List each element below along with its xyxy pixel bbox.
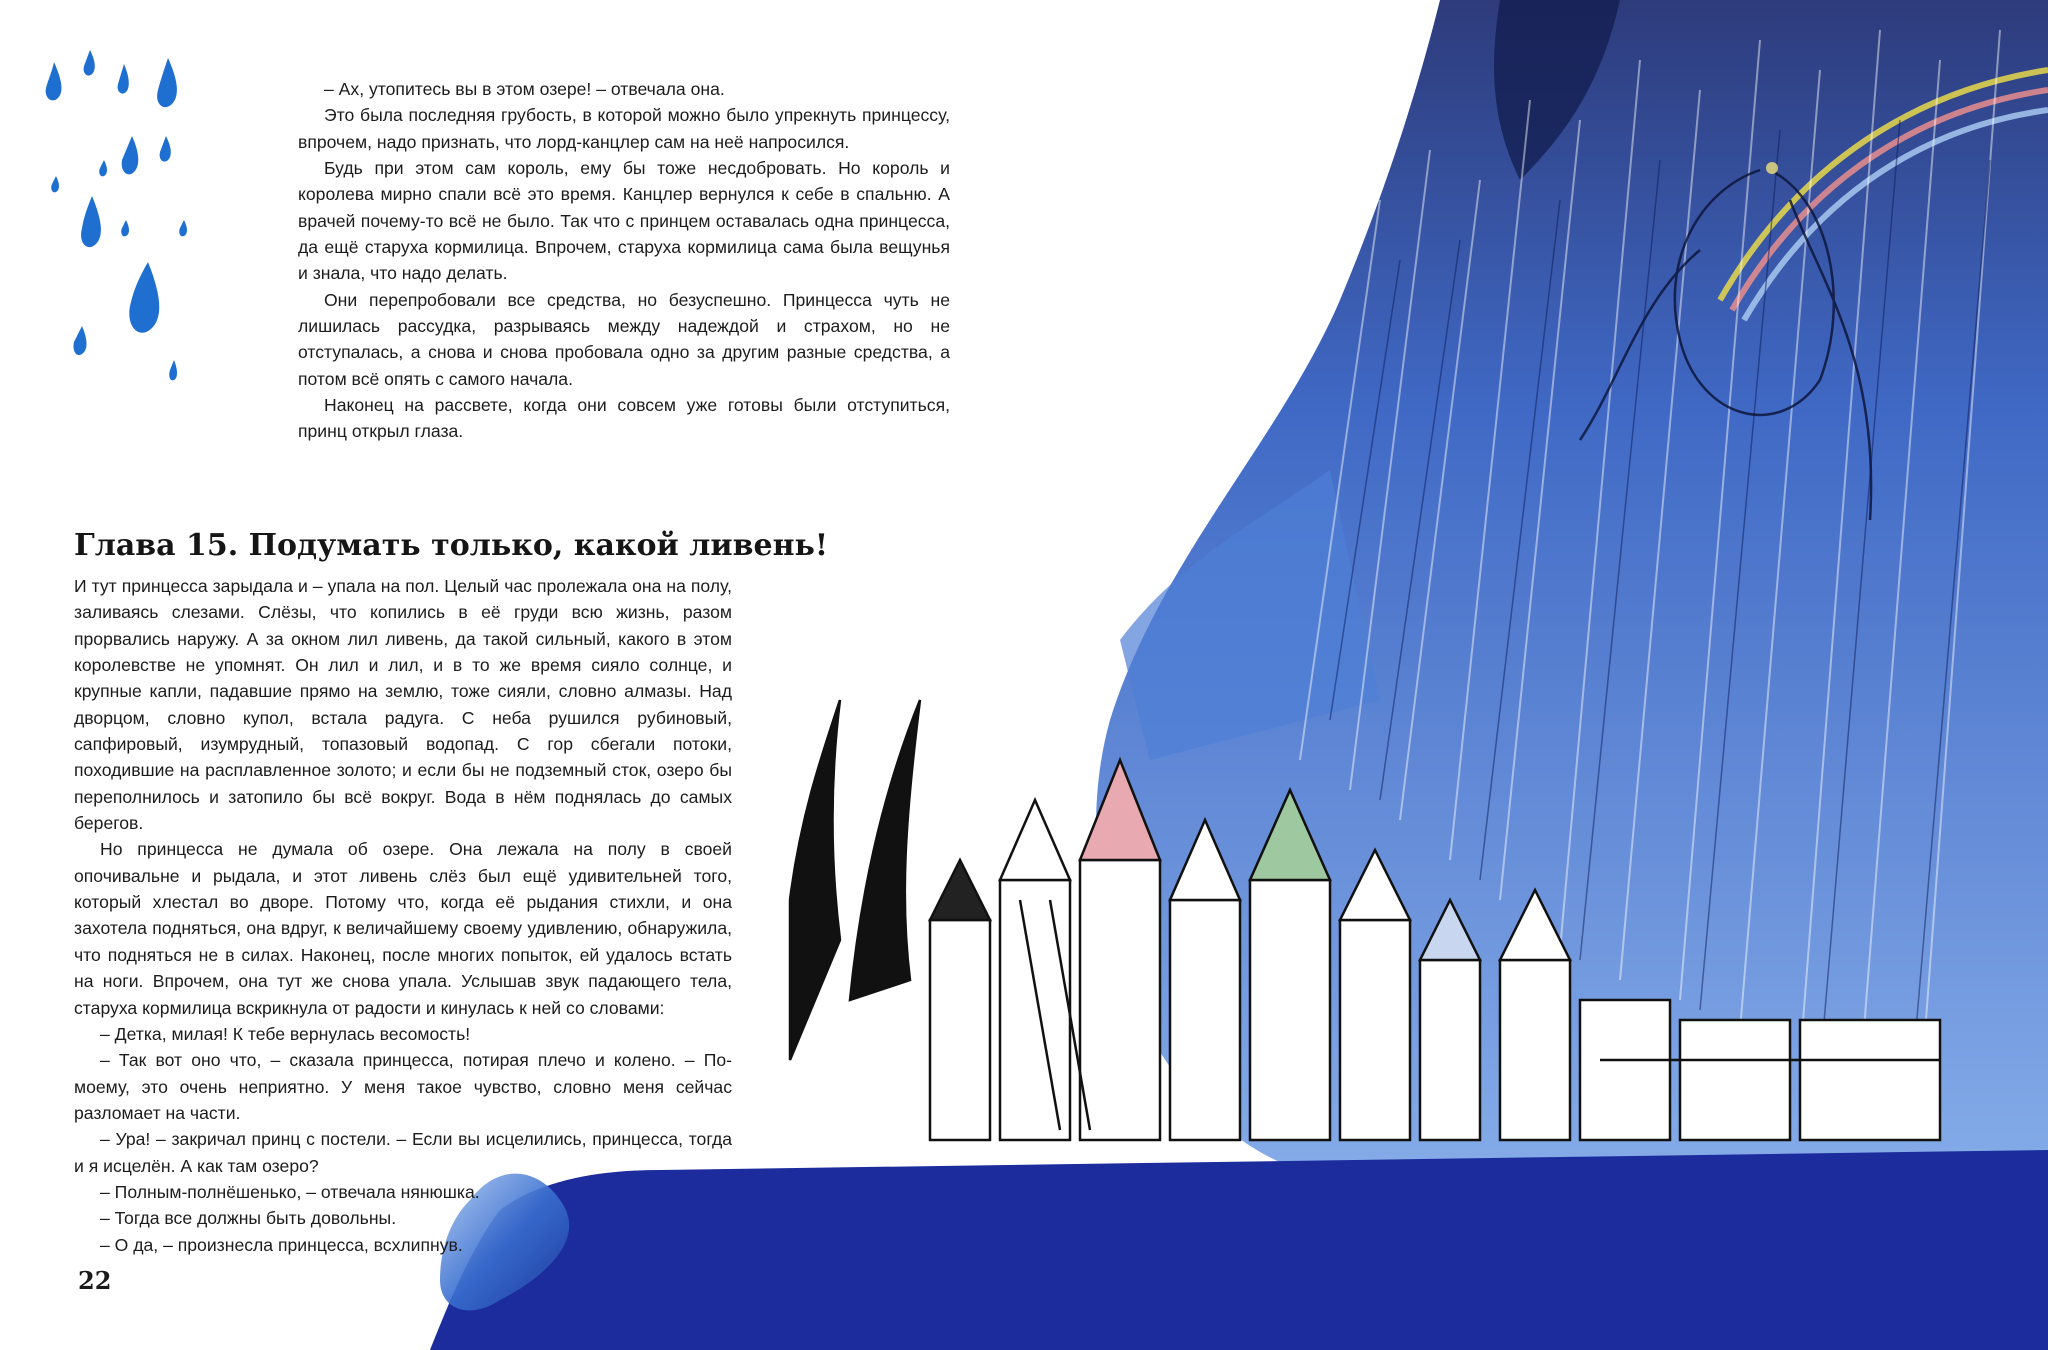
paragraph: Они перепробовали все средства, но безуспешно. Принцесса чуть не лишилась рассудка, разрываясь между надеждой и страхом, но не отступалась, а снова и снова пробовала одно за другим разные средства, а потом всё опять с самого начала. [298, 289, 950, 389]
paragraph: Будь при этом сам король, ему бы тоже несдобровать. Но король и королева мирно спали всё это время. Канцлер вернулся к себе в спальню. А врачей почему-то всё не было. Так что с принцем оставалась одна принцесса, да ещё старуха кормилица. Впрочем, старуха кормилица сама была вещунья и знала, что надо делать. [298, 158, 950, 284]
paragraph: Это была последняя грубость, в которой можно было упрекнуть принцессу, впрочем, надо признать, что лорд-канцлер сам на неё напросился. [298, 105, 950, 152]
dialogue-line: – Детка, милая! К тебе вернулась весомость! [100, 1023, 471, 1044]
dialogue-line: – Полным-полнёшенько, – отвечала нянюшка. [100, 1181, 480, 1202]
raindrops [46, 50, 187, 380]
paragraph: И тут принцесса зарыдала и – упала на пол. Целый час пролежала она на полу, заливаясь слезами. Слёзы, что копились в её груди всю жизнь, разом прорвались наружу. А за окном лил ливень, да такой сильный, какого в этом королевстве не упомнят. Он лил и лил, и в то же время сияло солнце, и крупные капли, падавшие прямо на землю, тоже сияли, словно алмазы. Над дворцом, словно купол, встала радуга. С неба рушился рубиновый, сапфировый, изумрудный, топазовый водопад. С гор сбегали потоки, походившие на расплавленное золото; и если бы не подземный сток, озеро бы переполнилось и затопило бы всё вокруг. Вода в нём поднялась до самых берегов. [74, 576, 732, 834]
top-text-block [298, 76, 950, 445]
dialogue-line: – Так вот оно что, – сказала принцесса, потирая плечо и колено. – По-моему, это очень неприятно. У меня такое чувство, словно меня сейчас разломает на части. [74, 1050, 732, 1123]
chapter-text-block [74, 573, 732, 1258]
paragraph: Но принцесса не думала об озере. Она лежала на полу в своей опочивальне и рыдала, и этот ливень слёз был ещё удивительней того, который хлестал во дворе. Потому что, когда её рыдания стихли, и она захотела подняться, она вдруг, к величайшему своему удивлению, обнаружила, что подняться не в силах. Наконец, после многих попыток, ей удалось встать на ноги. Впрочем, она тут же снова упала. Услышав звук падающего тела, старуха кормилица вскрикнула от радости и кинулась к ней со словами: [74, 839, 732, 1018]
dialogue-line: – Ура! – закричал принц с постели. – Если вы исцелились, принцесса, тогда и я исцелён. А как там озеро? [74, 1129, 732, 1176]
dialogue-line: – О да, – произнесла принцесса, всхлипнув. [100, 1234, 463, 1255]
paragraph: – Ах, утопитесь вы в этом озере! – отвечала она. [324, 79, 725, 99]
chapter-title: Глава 15. Подумать только, какой ливень! [74, 528, 829, 563]
dialogue-line: – Тогда все должны быть довольны. [100, 1208, 397, 1229]
paragraph: Наконец на рассвете, когда они совсем уже готовы были отступиться, принц открыл глаза. [298, 395, 950, 442]
page-number: 22 [78, 1266, 112, 1295]
